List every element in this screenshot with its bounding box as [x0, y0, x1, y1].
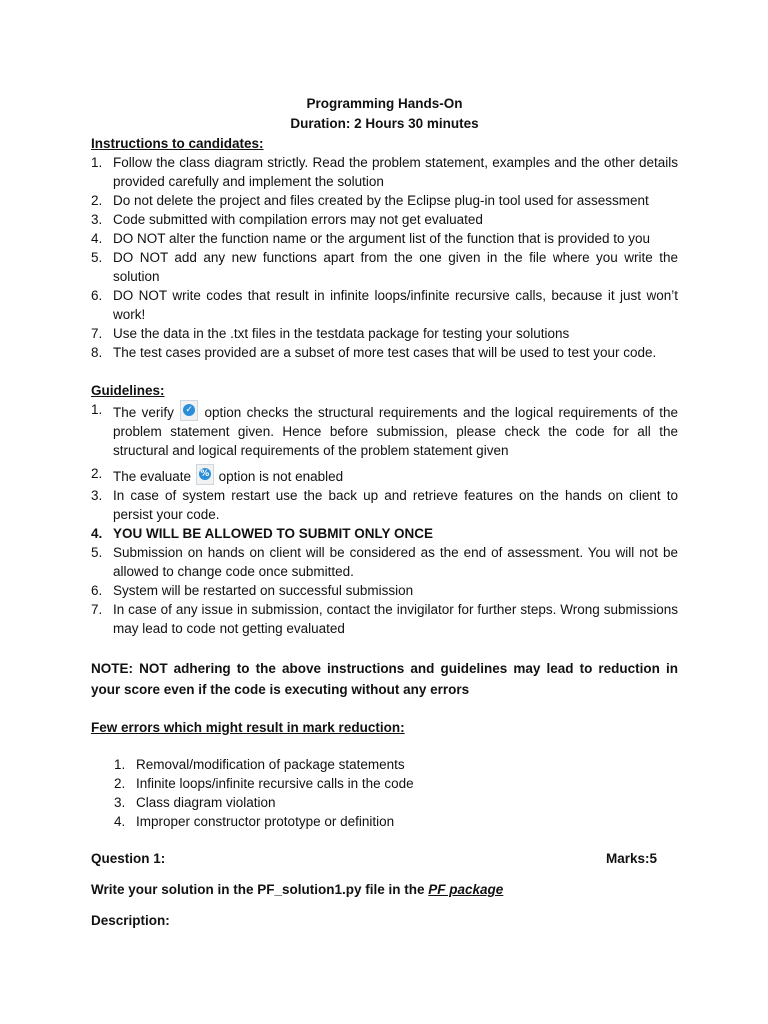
guidelines-heading: Guidelines:: [91, 383, 165, 398]
note-paragraph: NOTE: NOT adhering to the above instructions and guidelines may lead to reduction in your score even if the code is executing without any errors: [91, 661, 678, 697]
errors-list: [91, 755, 678, 831]
instructions-heading: Instructions to candidates:: [91, 136, 264, 151]
list-item: 8. The test cases provided are a subset of more test cases that will be used to test your code.: [91, 345, 657, 360]
document-title: Programming Hands-On: [306, 96, 463, 111]
list-item: 5. Submission on hands on client will be considered as the end of assessment. You will not be allowed to change code once submitted.: [91, 545, 678, 579]
evaluate-percent-icon: %: [196, 464, 214, 485]
list-item: 3. Code submitted with compilation errors may not get evaluated: [91, 212, 483, 227]
question-header: [91, 849, 678, 868]
list-item: 2. Do not delete the project and files created by the Eclipse plug-in tool used for assessment: [91, 193, 649, 208]
list-item: 6. System will be restarted on successful submission: [91, 583, 414, 598]
list-item: 1. Removal/modification of package statements: [114, 757, 405, 772]
list-item: 6. DO NOT write codes that result in infinite loops/infinite recursive calls, because it just won’t work!: [91, 288, 678, 322]
list-item: 3. Class diagram violation: [114, 795, 276, 810]
list-item: 7. Use the data in the .txt files in the testdata package for testing your solutions: [91, 326, 570, 341]
instructions-list: [91, 153, 678, 362]
list-item: 4. YOU WILL BE ALLOWED TO SUBMIT ONLY ONCE: [91, 526, 434, 541]
errors-heading: Few errors which might result in mark reduction:: [91, 720, 405, 735]
list-item: 3. In case of system restart use the back up and retrieve features on the hands on client to persist your code.: [91, 488, 678, 522]
list-item: 1. Follow the class diagram strictly. Read the problem statement, examples and the other details provided carefully and implement the solution: [91, 155, 678, 189]
list-item: 4. Improper constructor prototype or definition: [114, 814, 395, 829]
verify-check-icon: ✓: [180, 400, 198, 421]
list-item: 1. The verify ✓ option checks the structural requirements and the logical requirements of the problem statement given. Hence before submission, please check the code for all the structural and logical requirements of the problem statement given: [91, 402, 678, 458]
marks-label: Marks:5: [605, 851, 657, 866]
list-item: 5. DO NOT add any new functions apart from the one given in the file where you write the solution: [91, 250, 678, 284]
description-heading: Description:: [91, 913, 170, 928]
list-item: 4. DO NOT alter the function name or the argument list of the function that is provided to you: [91, 231, 651, 246]
solution-instruction: Write your solution in the PF_solution1.py file in the PF package: [91, 882, 504, 897]
package-name: PF package: [428, 882, 504, 897]
question-label: Question 1:: [91, 851, 166, 866]
list-item: 2. Infinite loops/infinite recursive calls in the code: [114, 776, 414, 791]
duration-line: Duration: 2 Hours 30 minutes: [290, 116, 479, 131]
list-item: 2. The evaluate % option is not enabled: [91, 466, 344, 484]
list-item: 7. In case of any issue in submission, contact the invigilator for further steps. Wrong submissions may lead to code not getting evaluated: [91, 602, 678, 636]
guidelines-list: [91, 400, 678, 638]
